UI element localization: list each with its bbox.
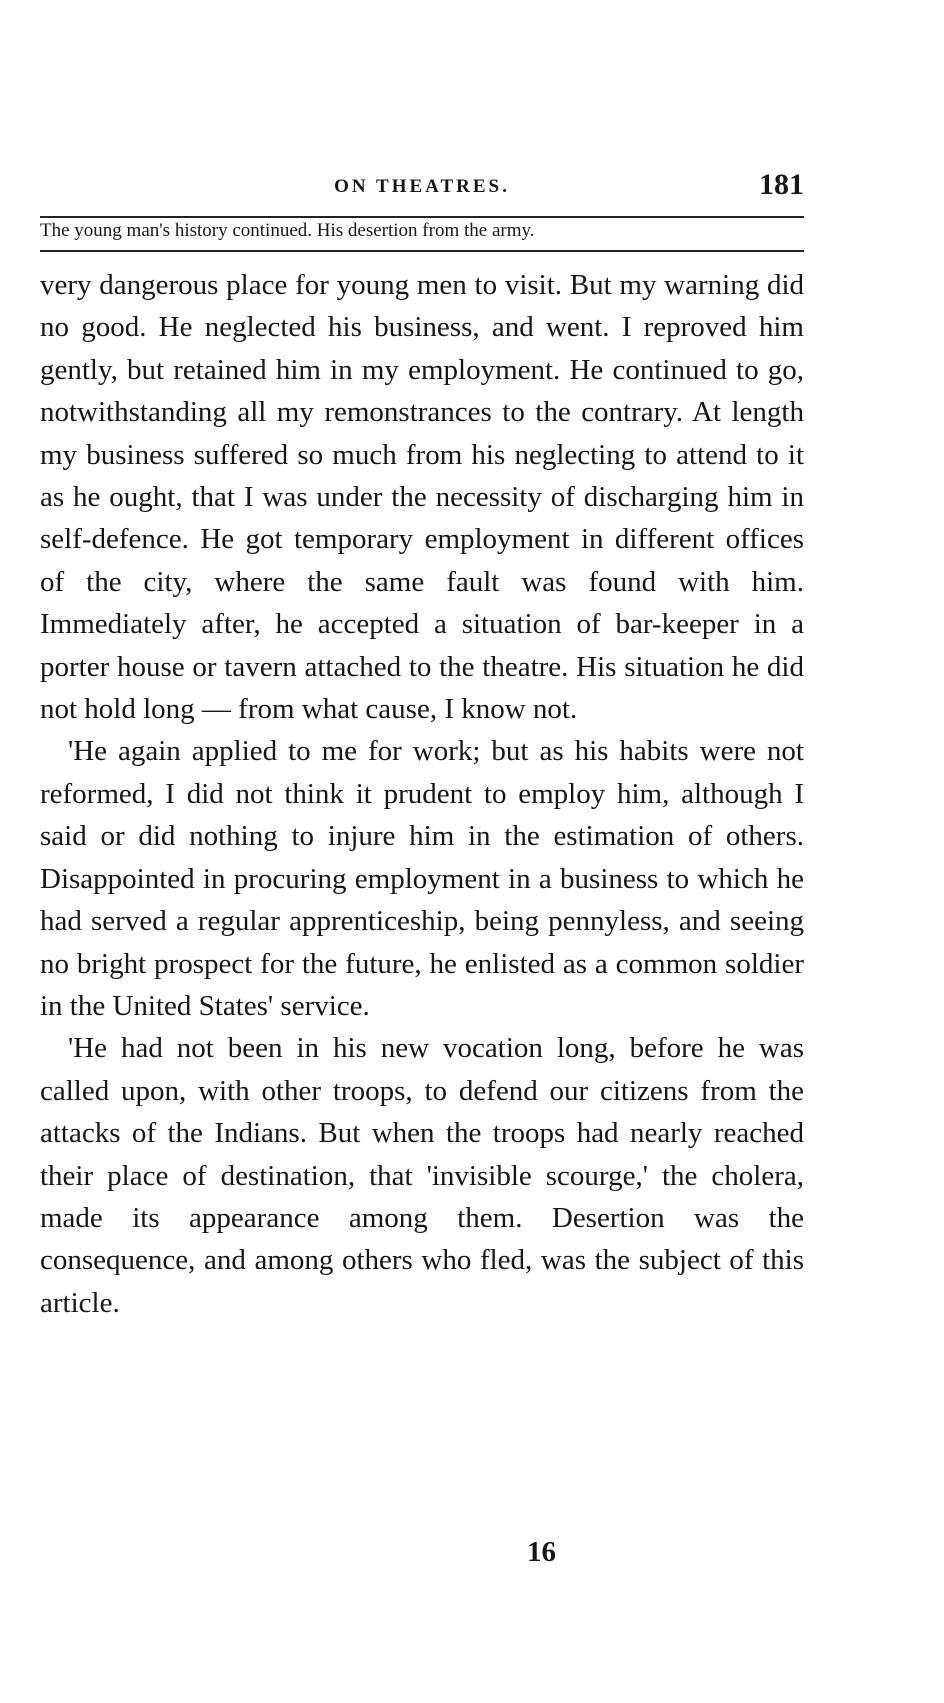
paragraph-1: very dangerous place for young men to visit. But my warning did no good. He neglected his business, and went. I reproved him gently, but retained him in my employment. He continued to go, notwithstanding all my remonstrances to the contrary. At length my business suffered so much from his neglecting to attend to it as he ought, that I was under the necessity of discharging him in self-defence. He got temporary employment in different offices of the city, where the same fault was found with him. Immediately after, he accepted a situation of bar-keeper in a porter house or tavern attached to the theatre. His situation he did not hold long — from what cause, I know not. — [40, 269, 804, 726]
book-page — [40, 0, 804, 1703]
chapter-subhead: The young man's history continued. His desertion from the army. — [40, 220, 535, 241]
running-head — [40, 168, 804, 208]
signature-mark: 16 — [527, 1536, 556, 1568]
body-text — [40, 264, 804, 1324]
running-head-title: ON THEATRES. — [334, 176, 510, 197]
paragraph-3: 'He had not been in his new vocation long, before he was called upon, with other troops, to defend our citizens from the attacks of the Indians. But when the troops had nearly reached their place of destination, that 'invisible scourge,' the cholera, made its appearance among them. Desertion was the consequence, and among others who fled, was the subject of this article. — [40, 1032, 804, 1319]
paragraph-2: 'He again applied to me for work; but as his habits were not reformed, I did not think it prudent to employ him, although I said or did nothing to injure him in the estimation of others. Disappointed in procuring employment in a business to which he had served a regular apprenticeship, being pennyless, and seeing no bright prospect for the future, he enlisted as a common soldier in the United States' service. — [40, 735, 804, 1022]
subhead-bottom-rule — [40, 250, 804, 252]
page-number: 181 — [759, 168, 804, 201]
subhead-top-rule — [40, 216, 804, 218]
